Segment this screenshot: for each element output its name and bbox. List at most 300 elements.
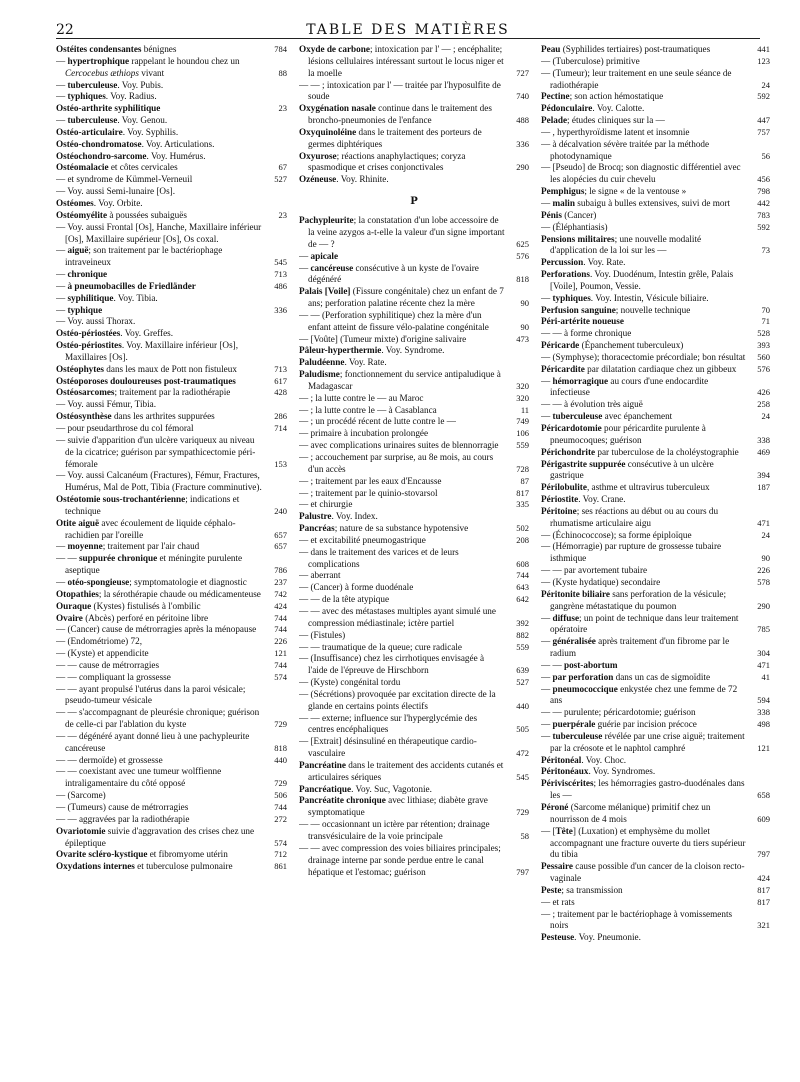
entry-text: Péritonite biliaire sans perforation de la vésicule; gangrène métastatique du poumon: [541, 588, 727, 611]
index-entry: [541, 316, 770, 328]
entry-text: Perforations. Voy. Duodénum, Intestin grêle, Palais [Voile], Poumon, Vessie.: [541, 269, 734, 291]
index-entry: [56, 849, 287, 861]
entry-text: Péricardite par dilatation cardiaque chez un gibbeux: [541, 363, 737, 374]
entry-text: — (Tumeur); leur traitement en une seule séance de radiothérapie: [541, 67, 732, 90]
entry-text: Ostéo-périostites. Voy. Maxillaire inférieur [Os], Maxillaires [Os].: [56, 340, 239, 362]
entry-text: — ; accouchement par surprise, au 8e mois, au cours d'un accès: [299, 452, 494, 474]
entry-text: — à décalvation sévère traitée par la méthode photodynamique: [541, 138, 710, 161]
entry-page-ref: 24: [761, 411, 770, 422]
entry-text: — — avec des métastases multiples ayant simulé une compression médiastinale; ictère partiel: [299, 605, 496, 628]
index-entry: [56, 494, 287, 518]
entry-text: Péroné (Sarcome mélanique) primitif chez un nourrisson de 4 mois: [541, 802, 711, 824]
entry-page-ref: 639: [516, 665, 529, 676]
entry-text: Oxyde de carbone; intoxication par l' — ; encéphalite; lésions cellulaires intéressant surtout le locus niger et la moelle: [299, 44, 504, 78]
index-entry: [299, 523, 529, 535]
entry-text: Palustre. Voy. Index.: [299, 511, 378, 522]
entry-text: — — à évolution très aiguë: [541, 399, 643, 410]
entry-page-ref: 336: [274, 304, 287, 315]
index-entry: [56, 636, 287, 648]
entry-page-ref: 576: [516, 250, 529, 261]
entry-page-ref: 335: [516, 499, 529, 510]
index-entry: [541, 340, 770, 352]
entry-text: — (Endométriome) 72,: [56, 636, 142, 647]
index-entry: [56, 684, 287, 708]
entry-page-ref: 528: [757, 328, 770, 339]
entry-page-ref: 440: [516, 700, 529, 711]
entry-text: Ostéo-chondromatose. Voy. Articulations.: [56, 138, 215, 149]
entry-page-ref: 471: [757, 517, 770, 528]
entry-text: Péritonéal. Voy. Choc.: [541, 754, 627, 765]
entry-text: — — avec compression des voies biliaires principales; drainage interne par sonde perdue entre le canal hépatique et l'estomac; guérison: [299, 842, 501, 877]
index-entry: [56, 56, 287, 80]
entry-text: — pneumococcique enkystée chez une femme de 72 ans: [541, 683, 738, 706]
entry-page-ref: 728: [516, 463, 529, 474]
entry-text: Ostéotomie sous-trochantérienne; indications et technique: [56, 494, 240, 516]
entry-page-ref: 817: [516, 487, 529, 498]
entry-page-ref: 90: [761, 553, 770, 564]
entry-text: — par perforation dans un cas de sigmoïdite: [541, 671, 711, 682]
entry-page-ref: 785: [757, 624, 770, 635]
index-entry: [541, 186, 770, 198]
index-entry: [299, 511, 529, 523]
entry-page-ref: 106: [516, 428, 529, 439]
entry-text: Périviscérites; les hémorragies gastro-duodénales dans les —: [541, 778, 745, 801]
entry-text: — puerpérale guérie par incision précoce: [541, 719, 697, 730]
entry-text: — suivie d'apparition d'un ulcère variqueux au niveau de la cicatrice; guérison par sympathicectomie péri-fémorale: [56, 434, 256, 469]
entry-text: — typhiques. Voy. Radius.: [56, 91, 157, 102]
entry-page-ref: 817: [757, 884, 770, 895]
index-entry: [299, 345, 529, 357]
index-entry: [541, 565, 770, 577]
entry-text: Périchondrite par tuberculose de la choléystographie: [541, 446, 739, 457]
index-entry: [541, 293, 770, 305]
index-entry: [541, 68, 770, 92]
section-letter: P: [410, 196, 418, 208]
entry-page-ref: 472: [516, 748, 529, 759]
index-entry: [56, 174, 287, 186]
index-entry: [56, 151, 287, 163]
index-entry: [541, 577, 770, 589]
index-entry: [56, 305, 287, 317]
index-entry: [299, 334, 529, 346]
entry-page-ref: 744: [274, 802, 287, 812]
entry-text: — ; la lutte contre le — au Maroc: [299, 392, 424, 403]
index-columns: [56, 44, 770, 1074]
entry-page-ref: 617: [274, 375, 287, 386]
entry-page-ref: 41: [761, 671, 770, 682]
entry-page-ref: 70: [761, 304, 770, 315]
index-entry: [299, 428, 529, 440]
entry-page-ref: 729: [274, 719, 287, 730]
entry-text: — (Hémorragie) par rupture de grossesse tubaire isthmique: [541, 541, 722, 564]
index-entry: [541, 459, 770, 483]
entry-text: Peau (Syphilides tertiaires) post-traumatiques: [541, 44, 711, 54]
index-entry: [541, 672, 770, 684]
entry-text: Ostéomyélite à poussées subaiguës: [56, 209, 187, 220]
entry-page-ref: 286: [274, 411, 287, 422]
entry-text: — moyenne; traitement par l'air chaud: [56, 541, 200, 552]
entry-text: — — dermoïde) et grossesse: [56, 754, 163, 765]
index-entry: [56, 672, 287, 684]
entry-page-ref: 506: [274, 790, 287, 801]
entry-text: Ostéosynthèse dans les arthrites suppurées: [56, 411, 215, 422]
entry-text: — Voy. aussi Fémur, Tibia.: [56, 399, 157, 410]
index-entry: [299, 677, 529, 689]
index-entry: [541, 328, 770, 340]
entry-text: — — ayant propulsé l'utérus dans la paroi vésicale; pseudo-tumeur vésicale: [56, 683, 246, 706]
entry-page-ref: 757: [757, 126, 770, 137]
index-entry: [541, 684, 770, 708]
index-entry: [299, 630, 529, 642]
entry-page-ref: 578: [757, 576, 770, 587]
index-entry: [56, 613, 287, 625]
index-entry: [56, 364, 287, 376]
index-entry: [56, 435, 287, 471]
entry-text: — dans le traitement des varices et de leurs complications: [299, 546, 459, 569]
entry-page-ref: 713: [274, 269, 287, 280]
entry-page-ref: 740: [516, 91, 529, 102]
index-entry: [56, 186, 287, 198]
entry-page-ref: 321: [757, 920, 770, 931]
entry-text: — aberrant: [299, 570, 341, 581]
entry-text: — (Kyste) congénital tordu: [299, 677, 401, 688]
entry-page-ref: 290: [757, 600, 770, 611]
entry-page-ref: 58: [520, 831, 529, 841]
entry-text: — , hyperthyroïdisme latent et insomnie: [541, 126, 690, 137]
entry-page-ref: 24: [761, 79, 770, 90]
index-entry: [299, 357, 529, 369]
entry-page-ref: 290: [516, 162, 529, 173]
entry-page-ref: 447: [757, 115, 770, 126]
entry-text: Péricarde (Épanchement tuberculeux): [541, 340, 684, 351]
entry-text: — ; traitement par le bactériophage à vomissements noirs: [541, 908, 733, 931]
entry-text: — (Échinococcose); sa forme épiploïque: [541, 529, 692, 540]
index-entry: [541, 103, 770, 115]
entry-page-ref: 226: [757, 565, 770, 576]
entry-text: — — purulente; péricardotomie; guérison: [541, 707, 696, 718]
entry-page-ref: 88: [278, 67, 287, 78]
entry-text: — hémorragique au cours d'une endocardite infectieuse: [541, 375, 709, 398]
index-entry: [299, 819, 529, 843]
entry-page-ref: 237: [274, 576, 287, 587]
entry-text: Périostite. Voy. Crane.: [541, 494, 626, 505]
entry-page-ref: 642: [516, 594, 529, 605]
entry-page-ref: 338: [757, 434, 770, 445]
entry-text: Otopathies; la sérothérapie chaude ou médicamenteuse: [56, 588, 261, 599]
entry-page-ref: 505: [516, 724, 529, 735]
index-entry: [299, 127, 529, 151]
entry-page-ref: 784: [274, 44, 287, 54]
entry-text: — ; un procédé récent de lutte contre le —: [299, 416, 456, 427]
entry-page-ref: 744: [274, 612, 287, 623]
entry-text: — ; traitement par le quinio-stovarsol: [299, 487, 438, 498]
index-entry: [541, 127, 770, 139]
index-column-left: [56, 44, 287, 1074]
index-entry: [56, 399, 287, 411]
entry-page-ref: 818: [516, 274, 529, 285]
entry-page-ref: 545: [516, 771, 529, 782]
entry-text: Périlobulite, asthme et ultravirus tuberculeux: [541, 482, 710, 493]
entry-page-ref: 744: [274, 659, 287, 670]
entry-text: — ; traitement par les eaux d'Encausse: [299, 475, 442, 486]
entry-page-ref: 744: [516, 570, 529, 581]
entry-text: — (Cancer) cause de métrorragies après la ménopause: [56, 624, 257, 635]
index-entry: [299, 547, 529, 571]
entry-page-ref: 121: [274, 648, 287, 659]
entry-page-ref: 258: [757, 399, 770, 410]
index-entry: [299, 393, 529, 405]
index-entry: [299, 405, 529, 417]
entry-page-ref: 502: [516, 523, 529, 534]
entry-text: Ostéochondro-sarcome. Voy. Humérus.: [56, 150, 206, 161]
entry-text: Péritoine; ses réactions au début ou au cours du rhumatisme articulaire aigu: [541, 505, 719, 528]
entry-text: Périgastrite suppurée consécutive à un ulcère gastrique: [541, 458, 714, 481]
index-entry: [299, 535, 529, 547]
entry-text: — — (Perforation syphilitique) chez la mère d'un enfant atteint de fissure vélo-palatine congénitale: [299, 309, 489, 332]
index-entry: [541, 506, 770, 530]
entry-text: — — post-abortum: [541, 659, 618, 670]
index-entry: [56, 802, 287, 814]
index-entry: [541, 589, 770, 613]
entry-page-ref: 240: [274, 505, 287, 516]
entry-page-ref: 798: [757, 186, 770, 197]
index-entry: [299, 174, 529, 186]
entry-page-ref: 320: [516, 392, 529, 403]
entry-page-ref: 574: [274, 837, 287, 848]
entry-text: — et chirurgie: [299, 499, 353, 510]
entry-page-ref: 11: [520, 404, 529, 415]
index-entry: [56, 198, 287, 210]
index-entry: [56, 328, 287, 340]
entry-page-ref: 783: [757, 209, 770, 220]
entry-page-ref: 456: [757, 174, 770, 185]
index-entry: [299, 795, 529, 819]
index-entry: [541, 530, 770, 542]
entry-text: Oxydations internes et tuberculose pulmonaire: [56, 861, 233, 872]
entry-page-ref: 749: [516, 416, 529, 427]
entry-text: — [Voûte] (Tumeur mixte) d'origine salivaire: [299, 333, 467, 344]
entry-text: Otite aiguë avec écoulement de liquide céphalo-rachidien par l'oreille: [56, 517, 236, 540]
entry-text: Ovariotomie suivie d'aggravation des crises chez une épileptique: [56, 825, 255, 848]
index-entry: [541, 861, 770, 885]
index-entry: [56, 766, 287, 790]
index-entry: [541, 411, 770, 423]
index-entry: [299, 499, 529, 511]
index-entry: [56, 139, 287, 151]
entry-text: Percussion. Voy. Rate.: [541, 257, 626, 268]
entry-text: — [Extrait] désinsuliné en thérapeutique cardio-vasculaire: [299, 736, 477, 759]
index-entry: [299, 151, 529, 175]
entry-text: Paludisme; fonctionnement du service antipaludique à Madagascar: [299, 369, 501, 391]
entry-text: — tuberculeuse révélée par une crise aiguë; traitement par la créosote et le naphtol camphré: [541, 730, 745, 753]
entry-text: — avec complications urinaires suites de blennorragie: [299, 440, 499, 451]
index-entry: [56, 790, 287, 802]
entry-text: Oxygénation nasale continue dans le traitement des broncho-pneumonies de l'enfance: [299, 103, 492, 126]
entry-page-ref: 304: [757, 648, 770, 659]
index-entry: [541, 897, 770, 909]
index-entry: [299, 713, 529, 737]
index-entry: [56, 577, 287, 589]
entry-page-ref: 559: [516, 641, 529, 652]
index-entry: [541, 139, 770, 163]
entry-page-ref: 441: [757, 44, 770, 54]
index-entry: [541, 234, 770, 258]
index-column-right: [541, 44, 770, 1074]
index-entry: [541, 778, 770, 802]
entry-text: Peste; sa transmission: [541, 884, 623, 895]
entry-text: — [Pseudo] de Brocq; son diagnostic différentiel avec les alopécies du cuir chevelu: [541, 162, 741, 185]
index-entry: [56, 541, 287, 553]
entry-text: — — par avortement tubaire: [541, 565, 648, 576]
page-number: 22: [56, 22, 74, 38]
index-entry: [541, 766, 770, 778]
entry-page-ref: 473: [516, 333, 529, 344]
entry-text: — — s'accompagnant de pleurésie chronique; guérison de celle-ci par l'ablation du kyste: [56, 707, 260, 730]
entry-text: — tuberculeuse avec épanchement: [541, 411, 673, 422]
entry-page-ref: 153: [274, 458, 287, 469]
index-entry: [541, 826, 770, 862]
entry-page-ref: 729: [516, 807, 529, 818]
entry-page-ref: 713: [274, 363, 287, 374]
entry-text: — tuberculeuse. Voy. Genou.: [56, 115, 168, 126]
index-entry: [541, 660, 770, 672]
entry-text: Ostéo-arthrite syphilitique: [56, 103, 161, 114]
entry-page-ref: 424: [274, 600, 287, 611]
index-entry: [299, 594, 529, 606]
entry-page-ref: 545: [274, 257, 287, 268]
index-entry: [299, 476, 529, 488]
entry-page-ref: 625: [516, 238, 529, 249]
entry-text: — Voy. aussi Calcanéum (Fractures), Fémur, Fractures, Humérus, Mal de Pott, Tibia (Fracture comminutive).: [56, 470, 262, 493]
entry-text: — généralisée après traitement d'un fibrome par le radium: [541, 636, 730, 659]
entry-text: — apicale: [299, 250, 339, 261]
entry-page-ref: 861: [274, 861, 287, 872]
entry-text: — Voy. aussi Semi-lunaire [Os].: [56, 186, 175, 197]
entry-text: — syphilitique. Voy. Tibia.: [56, 292, 158, 303]
entry-page-ref: 786: [274, 565, 287, 576]
entry-page-ref: 208: [516, 534, 529, 545]
entry-page-ref: 90: [520, 321, 529, 332]
entry-text: Péri-artérite noueuse: [541, 316, 624, 327]
entry-page-ref: 488: [516, 115, 529, 126]
entry-text: — et excitabilité pneumogastrique: [299, 534, 426, 545]
index-entry: [56, 340, 287, 364]
entry-page-ref: 576: [757, 363, 770, 374]
index-entry: [299, 488, 529, 500]
entry-page-ref: 23: [278, 209, 287, 220]
entry-page-ref: 559: [516, 440, 529, 451]
index-entry: [56, 162, 287, 174]
entry-page-ref: 714: [274, 423, 287, 433]
index-entry: [299, 760, 529, 784]
entry-text: — malin subaigu à bulles extensives, suivi de mort: [541, 197, 731, 208]
index-entry: [541, 932, 770, 944]
entry-page-ref: 817: [757, 896, 770, 907]
entry-text: Ovarite scléro-kystique et fibromyome utérin: [56, 849, 228, 860]
entry-text: Pancréas; nature de sa substance hypotensive: [299, 523, 469, 534]
index-entry: [56, 470, 287, 494]
index-entry: [56, 281, 287, 293]
entry-text: — — suppurée chronique et méningite purulente aseptique: [56, 553, 243, 576]
entry-text: — aiguë; son traitement par le bactériophage intraveineux: [56, 245, 223, 268]
entry-text: Péricardotomie pour péricardite purulente à pneumocoques; guérison: [541, 423, 706, 445]
index-entry: [541, 423, 770, 447]
index-entry: [541, 885, 770, 897]
entry-text: Ozéneuse. Voy. Rhinite.: [299, 174, 389, 185]
index-entry: [56, 648, 287, 660]
entry-text: — — externe; influence sur l'hyperglycémie des centres encéphaliques: [299, 712, 478, 735]
entry-page-ref: 23: [278, 103, 287, 114]
index-entry: [56, 387, 287, 399]
index-entry: [541, 802, 770, 826]
index-entry: [299, 606, 529, 630]
entry-text: Pensions militaires; une nouvelle modalité d'application de la loi sur les —: [541, 233, 702, 256]
entry-page-ref: 527: [516, 677, 529, 688]
index-entry: [56, 589, 287, 601]
entry-page-ref: 121: [757, 742, 770, 753]
entry-text: Perfusion sanguine; nouvelle technique: [541, 304, 691, 315]
entry-page-ref: 87: [520, 475, 529, 486]
entry-page-ref: 727: [516, 67, 529, 78]
entry-page-ref: 643: [516, 582, 529, 593]
entry-page-ref: 393: [757, 340, 770, 351]
entry-page-ref: 592: [757, 91, 770, 102]
entry-page-ref: 424: [757, 873, 770, 884]
entry-text: — chronique: [56, 269, 108, 280]
index-entry: [541, 719, 770, 731]
index-entry: [299, 642, 529, 654]
entry-text: Pessaire cause possible d'un cancer de la cloison recto-vaginale: [541, 861, 745, 884]
index-entry: [541, 56, 770, 68]
entry-text: — (Éléphantiasis): [541, 221, 608, 232]
entry-page-ref: 24: [761, 529, 770, 540]
index-entry: [56, 127, 287, 139]
index-entry: [541, 755, 770, 767]
index-entry: [541, 269, 770, 293]
entry-text: — Voy. aussi Frontal [Os], Hanche, Maxillaire inférieur [Os], Maxillaire supérieur [Os], Os coxal.: [56, 221, 262, 244]
entry-text: Oxyquinoléine dans le traitement des porteurs de germes diphtériques: [299, 126, 482, 149]
index-entry: [541, 707, 770, 719]
index-entry: [56, 518, 287, 542]
index-entry: [56, 624, 287, 636]
entry-page-ref: 486: [274, 280, 287, 291]
entry-text: — (Sarcome): [56, 790, 106, 801]
entry-text: — (Insuffisance) chez les cirrhotiques envisagée à l'aide de l'épreuve de Hirschborn: [299, 653, 485, 676]
entry-page-ref: 187: [757, 482, 770, 493]
entry-text: Ostéo-articulaire. Voy. Syphilis.: [56, 126, 179, 137]
entry-page-ref: 712: [274, 849, 287, 860]
entry-text: Pancréatite chronique avec lithiase; diabète grave symptomatique: [299, 795, 488, 818]
index-entry: [299, 310, 529, 334]
entry-page-ref: 336: [516, 138, 529, 149]
index-entry: [299, 80, 529, 104]
index-entry: [56, 316, 287, 328]
index-entry: [299, 263, 529, 287]
entry-page-ref: 469: [757, 446, 770, 457]
entry-page-ref: 226: [274, 636, 287, 647]
index-entry: [541, 731, 770, 755]
entry-text: Ostéoporoses douloureuses post-traumatiques: [56, 375, 236, 386]
index-entry: [56, 660, 287, 672]
entry-text: Pancréatique. Voy. Suc, Vagotonie.: [299, 783, 432, 794]
index-entry: [541, 162, 770, 186]
entry-text: — et syndrome de Kümmel-Verneuil: [56, 174, 193, 185]
entry-text: — — cause de métrorragies: [56, 659, 160, 670]
entry-page-ref: 471: [757, 659, 770, 670]
entry-text: — Voy. aussi Thorax.: [56, 316, 136, 327]
entry-text: — — à forme chronique: [541, 328, 632, 339]
entry-page-ref: 527: [274, 174, 287, 185]
